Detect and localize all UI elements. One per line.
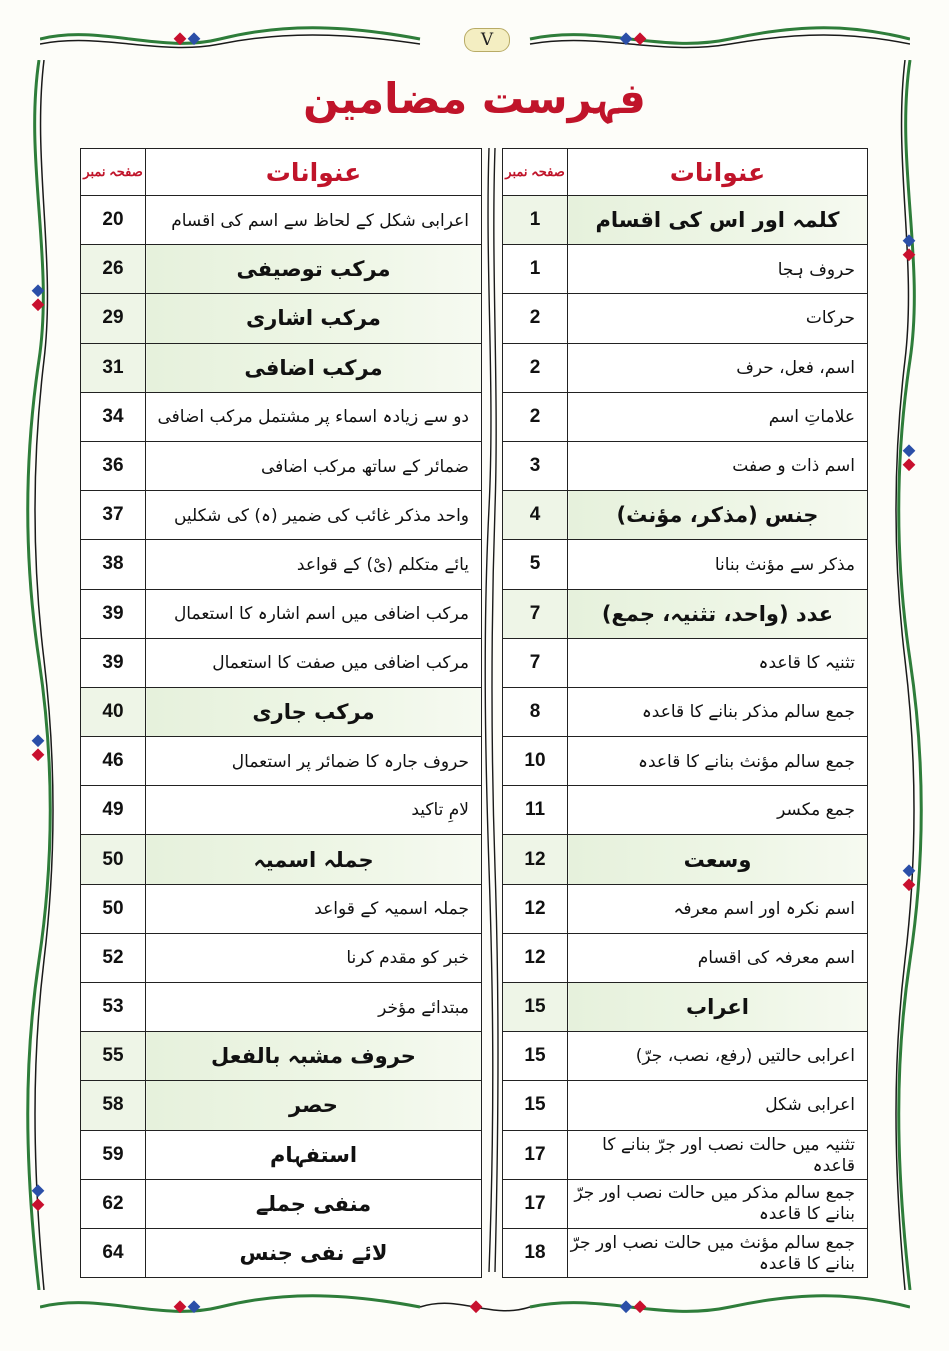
page-number: 49 — [81, 786, 146, 835]
page-number: 17 — [503, 1130, 568, 1179]
page-number: 4 — [503, 491, 568, 540]
topic-title: مرکب اضافی میں صفت کا استعمال — [146, 638, 482, 687]
topic-title: کلمہ اور اس کی اقسام — [568, 196, 868, 245]
topic-title: دو سے زیادہ اسماء پر مشتمل مرکب اضافی — [146, 392, 482, 441]
topic-title: لائے نفی جنس — [146, 1228, 482, 1277]
topic-title: منفی جملے — [146, 1179, 482, 1228]
topic-title: استفہام — [146, 1130, 482, 1179]
page-number: 18 — [503, 1228, 568, 1277]
page-number: 52 — [81, 933, 146, 982]
page-title: فہرست مضامین — [303, 74, 646, 123]
contents-row — [81, 687, 482, 736]
contents-row — [503, 884, 868, 933]
page-number: 8 — [503, 687, 568, 736]
contents-row — [503, 737, 868, 786]
page-number: 58 — [81, 1081, 146, 1130]
page-number: 50 — [81, 835, 146, 884]
contents-row — [503, 786, 868, 835]
page-number: 2 — [503, 294, 568, 343]
topic-title: عدد (واحد، تثنیہ، جمع) — [568, 589, 868, 638]
contents-row — [503, 638, 868, 687]
page-number: 29 — [81, 294, 146, 343]
page-number: 1 — [503, 196, 568, 245]
contents-row — [81, 540, 482, 589]
contents-row — [81, 933, 482, 982]
contents-row — [81, 1130, 482, 1179]
page-number: 15 — [503, 1081, 568, 1130]
table-header-row — [81, 149, 482, 196]
bottom-border-ornament — [40, 1290, 910, 1324]
page-number: 12 — [503, 933, 568, 982]
page-number: 39 — [81, 589, 146, 638]
page-number: 10 — [503, 737, 568, 786]
page-number: 62 — [81, 1179, 146, 1228]
topic-title: ضمائر کے ساتھ مرکب اضافی — [146, 441, 482, 490]
contents-row — [81, 441, 482, 490]
contents-row — [503, 196, 868, 245]
page-number-header: صفحہ نمبر — [81, 149, 146, 196]
page-number: 36 — [81, 441, 146, 490]
contents-row — [81, 638, 482, 687]
page-number: 2 — [503, 392, 568, 441]
topic-title: جمع مکسر — [568, 786, 868, 835]
topic-title: اسم معرفہ کی اقسام — [568, 933, 868, 982]
topic-title: جمع سالم مذکر میں حالت نصب اور جرّ بنانے کا قاعدہ — [568, 1179, 868, 1228]
topic-title: حرکات — [568, 294, 868, 343]
topic-title: وسعت — [568, 835, 868, 884]
contents-row — [503, 1179, 868, 1228]
topic-title: اعرابی حالتیں (رفع، نصب، جرّ) — [568, 1032, 868, 1081]
topic-title: حروف ہجا — [568, 245, 868, 294]
contents-row — [503, 491, 868, 540]
topic-title: حروف جارہ کا ضمائر پر استعمال — [146, 737, 482, 786]
contents-row — [503, 835, 868, 884]
contents-table-right — [502, 148, 868, 1278]
contents-row — [503, 343, 868, 392]
page-number: 59 — [81, 1130, 146, 1179]
page-number-badge: V — [464, 28, 510, 52]
page-number: 7 — [503, 589, 568, 638]
topic-title: تثنیہ کا قاعدہ — [568, 638, 868, 687]
contents-row — [503, 1228, 868, 1277]
topic-title: مرکب اشاری — [146, 294, 482, 343]
contents-row — [503, 1032, 868, 1081]
contents-row — [503, 933, 868, 982]
contents-row — [81, 737, 482, 786]
topic-title: جمع سالم مؤنث میں حالت نصب اور جرّ بنانے کا قاعدہ — [568, 1228, 868, 1277]
contents-row — [81, 491, 482, 540]
topic-title: اعرابی شکل کے لحاظ سے اسم کی اقسام — [146, 196, 482, 245]
topics-header: عنوانات — [568, 149, 868, 196]
page-number: 40 — [81, 687, 146, 736]
contents-table-left — [80, 148, 482, 1278]
contents-row — [503, 540, 868, 589]
topic-title: جمع سالم مؤنث بنانے کا قاعدہ — [568, 737, 868, 786]
contents-row — [81, 835, 482, 884]
contents-row — [81, 589, 482, 638]
page-number: 12 — [503, 835, 568, 884]
topic-title: اسم ذات و صفت — [568, 441, 868, 490]
topic-title: جنس (مذکر، مؤنث) — [568, 491, 868, 540]
topic-title: جملہ اسمیہ — [146, 835, 482, 884]
contents-row — [81, 343, 482, 392]
contents-row — [81, 884, 482, 933]
page-number: 39 — [81, 638, 146, 687]
contents-row — [81, 983, 482, 1032]
topic-title: اسم، فعل، حرف — [568, 343, 868, 392]
topic-title: مرکب اضافی میں اسم اشارہ کا استعمال — [146, 589, 482, 638]
page-number: 2 — [503, 343, 568, 392]
topic-title: لامِ تاکید — [146, 786, 482, 835]
page-number: 15 — [503, 983, 568, 1032]
page-number: 17 — [503, 1179, 568, 1228]
page-number-header: صفحہ نمبر — [503, 149, 568, 196]
contents-row — [81, 392, 482, 441]
contents-row — [81, 245, 482, 294]
contents-row — [503, 1081, 868, 1130]
contents-row — [503, 294, 868, 343]
contents-row — [81, 1228, 482, 1277]
contents-row — [81, 786, 482, 835]
contents-row — [503, 589, 868, 638]
contents-row — [503, 687, 868, 736]
page-number: 50 — [81, 884, 146, 933]
page-number: 12 — [503, 884, 568, 933]
page-number: 1 — [503, 245, 568, 294]
page-number: 37 — [81, 491, 146, 540]
topic-title: مذکر سے مؤنث بنانا — [568, 540, 868, 589]
page-number: 15 — [503, 1032, 568, 1081]
contents-row — [503, 1130, 868, 1179]
page-number: 11 — [503, 786, 568, 835]
topic-title: مرکب اضافی — [146, 343, 482, 392]
right-border-ornament — [893, 60, 927, 1290]
left-border-ornament — [22, 60, 56, 1290]
contents-row — [81, 1032, 482, 1081]
page-number: 38 — [81, 540, 146, 589]
topic-title: حصر — [146, 1081, 482, 1130]
topics-header: عنوانات — [146, 149, 482, 196]
page-number: 34 — [81, 392, 146, 441]
contents-row — [503, 392, 868, 441]
contents-row — [81, 1179, 482, 1228]
topic-title: جمع سالم مذکر بنانے کا قاعدہ — [568, 687, 868, 736]
contents-row — [503, 245, 868, 294]
topic-title: اسم نکرہ اور اسم معرفہ — [568, 884, 868, 933]
table-header-row — [503, 149, 868, 196]
page-number: 20 — [81, 196, 146, 245]
topic-title: مبتدائے مؤخر — [146, 983, 482, 1032]
page-number: 5 — [503, 540, 568, 589]
topic-title: مرکب توصیفی — [146, 245, 482, 294]
page-number: 64 — [81, 1228, 146, 1277]
topic-title: مرکب جاری — [146, 687, 482, 736]
contents-row — [503, 983, 868, 1032]
contents-row — [81, 294, 482, 343]
topic-title: واحد مذکر غائب کی ضمیر (ہ) کی شکلیں — [146, 491, 482, 540]
topic-title: اعرابی شکل — [568, 1081, 868, 1130]
topic-title: خبر کو مقدم کرنا — [146, 933, 482, 982]
page-number: 7 — [503, 638, 568, 687]
page-number: 26 — [81, 245, 146, 294]
topic-title: تثنیہ میں حالت نصب اور جرّ بنانے کا قاعدہ — [568, 1130, 868, 1179]
topic-title: یائے متکلم (یْ) کے قواعد — [146, 540, 482, 589]
topic-title: علاماتِ اسم — [568, 392, 868, 441]
topic-title: جملہ اسمیہ کے قواعد — [146, 884, 482, 933]
topic-title: اعراب — [568, 983, 868, 1032]
page-number: 46 — [81, 737, 146, 786]
page-number: 53 — [81, 983, 146, 1032]
page-number: 55 — [81, 1032, 146, 1081]
column-divider-ornament — [484, 148, 500, 1272]
contents-row — [81, 196, 482, 245]
contents-row — [81, 1081, 482, 1130]
topic-title: حروف مشبہ بالفعل — [146, 1032, 482, 1081]
page-number: 31 — [81, 343, 146, 392]
page-number: 3 — [503, 441, 568, 490]
contents-row — [503, 441, 868, 490]
